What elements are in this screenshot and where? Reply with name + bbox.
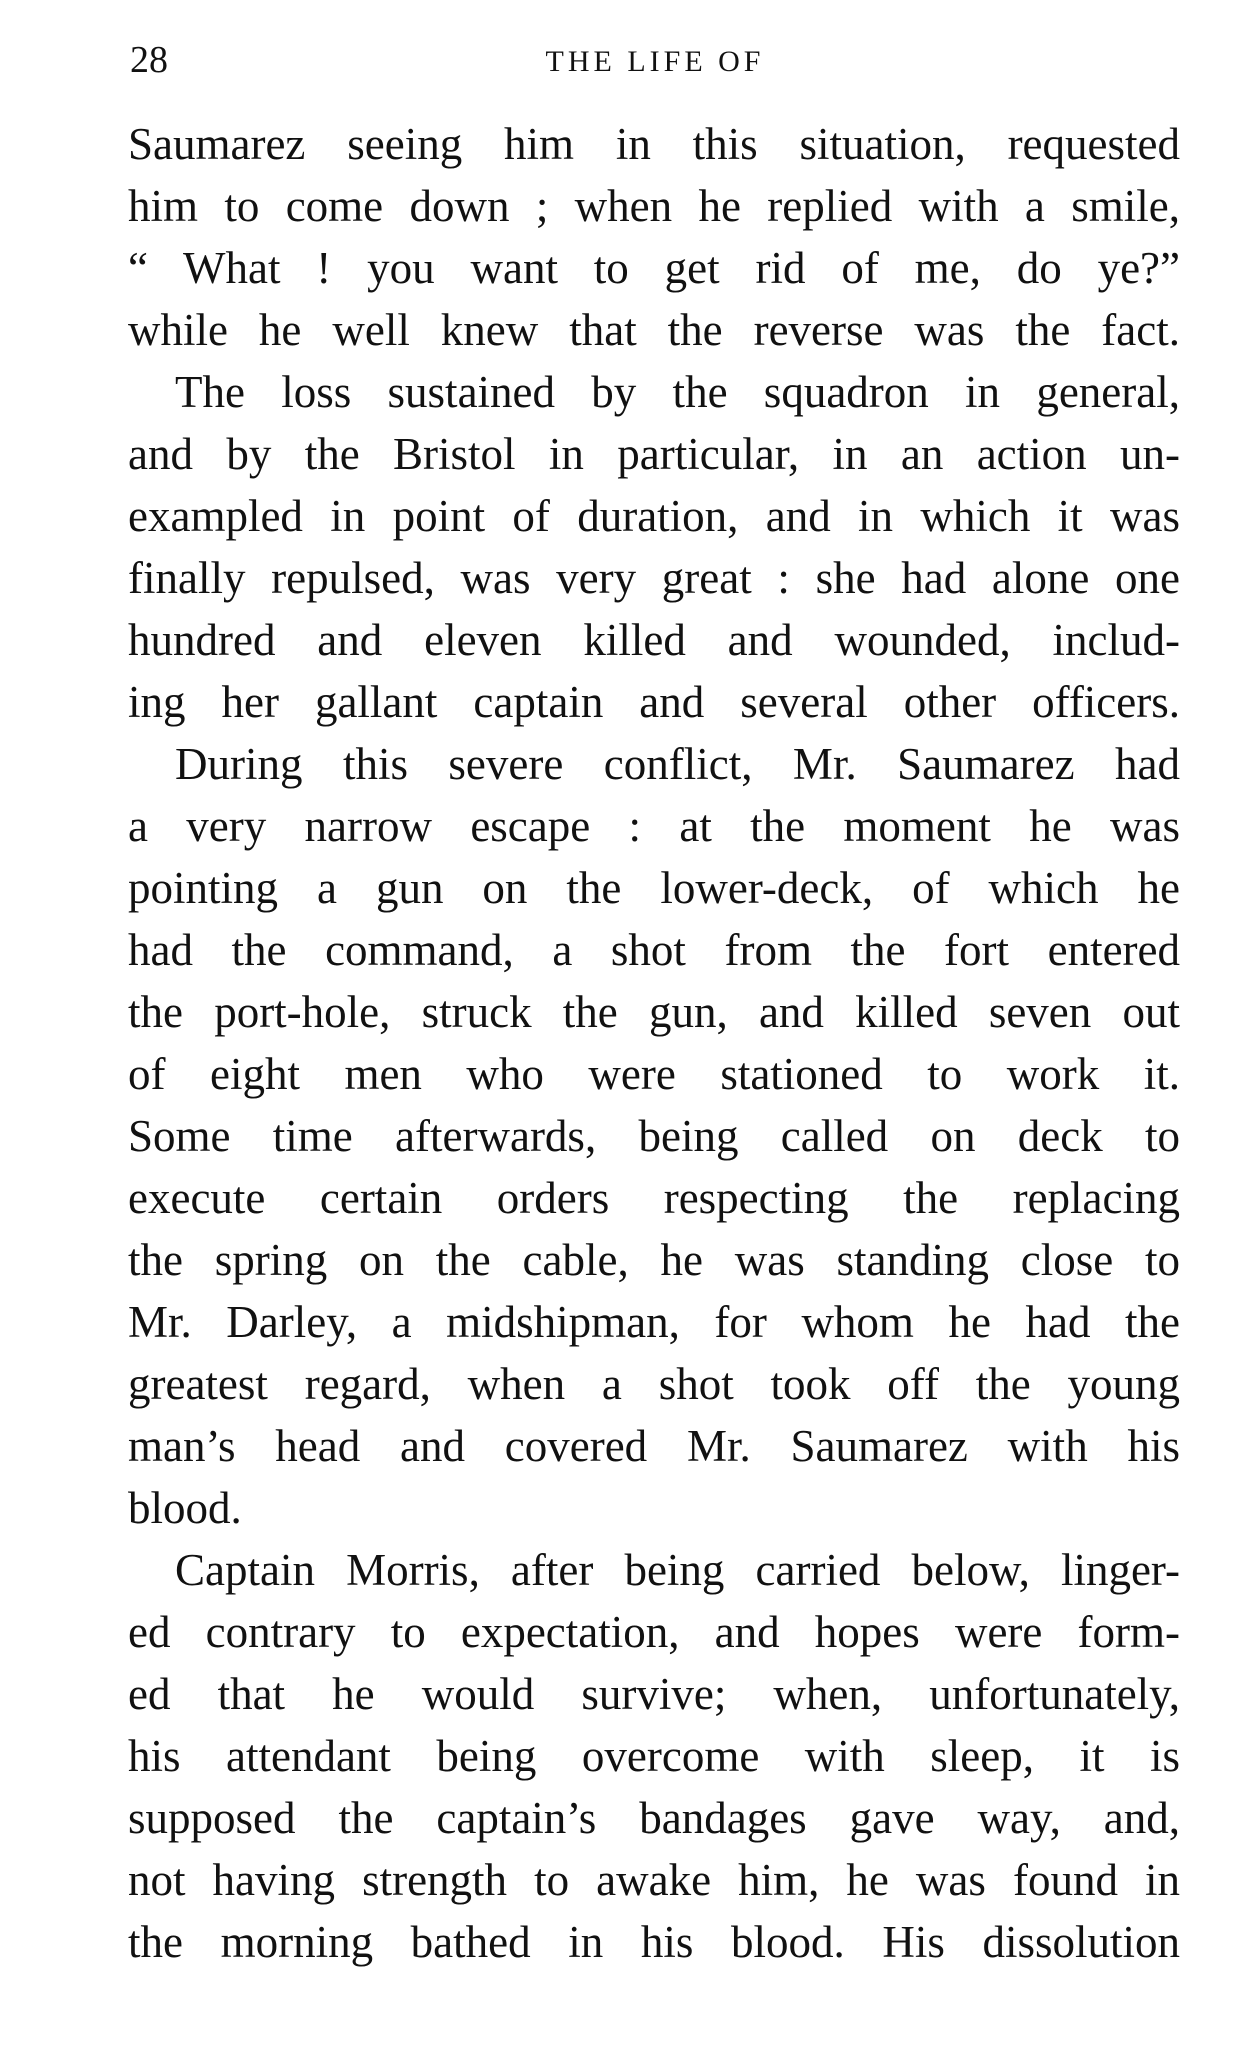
text-line: man’s head and covered Mr. Saumarez with his — [128, 1421, 1180, 1471]
text-line: greatest regard, when a shot took off the young — [128, 1359, 1180, 1409]
text-line: and by the Bristol in particular, in an action un- — [128, 429, 1180, 479]
text-line: Mr. Darley, a midshipman, for whom he had the — [128, 1297, 1180, 1347]
text-line: not having strength to awake him, he was found in — [128, 1855, 1180, 1905]
body-text — [128, 113, 1180, 1973]
text-line: supposed the captain’s bandages gave way, and, — [128, 1793, 1180, 1843]
text-line: “ What ! you want to get rid of me, do ye?” — [128, 243, 1180, 293]
text-line: exampled in point of duration, and in which it was — [128, 491, 1180, 541]
text-line: him to come down ; when he replied with a smile, — [128, 181, 1180, 231]
text-line: finally repulsed, was very great : she had alone one — [128, 553, 1180, 603]
text-line: the morning bathed in his blood. His dissolution — [128, 1917, 1180, 1967]
text-line: During this severe conflict, Mr. Saumarez had — [175, 739, 1180, 789]
text-line: had the command, a shot from the fort entered — [128, 925, 1180, 975]
text-line: Some time afterwards, being called on deck to — [128, 1111, 1180, 1161]
text-line: the port-hole, struck the gun, and killed seven out — [128, 987, 1180, 1037]
page-number: 28 — [130, 39, 168, 81]
text-line: a very narrow escape : at the moment he was — [128, 801, 1180, 851]
text-line: while he well knew that the reverse was the fact. — [128, 305, 1180, 355]
text-line: of eight men who were stationed to work it. — [128, 1049, 1180, 1099]
text-line: execute certain orders respecting the replacing — [128, 1173, 1180, 1223]
text-line: Captain Morris, after being carried below, linger- — [175, 1545, 1180, 1595]
text-line: pointing a gun on the lower-deck, of which he — [128, 863, 1180, 913]
text-line: ed contrary to expectation, and hopes were form- — [128, 1607, 1180, 1657]
running-head: THE LIFE OF — [545, 45, 765, 78]
page-header — [130, 40, 1180, 80]
text-line: blood. — [128, 1483, 242, 1533]
text-line: Saumarez seeing him in this situation, requested — [128, 119, 1180, 169]
text-line: hundred and eleven killed and wounded, includ- — [128, 615, 1180, 665]
text-line: ed that he would survive; when, unfortunately, — [128, 1669, 1180, 1719]
text-line: the spring on the cable, he was standing close to — [128, 1235, 1180, 1285]
text-line: ing her gallant captain and several other officers. — [128, 677, 1180, 727]
text-line: his attendant being overcome with sleep, it is — [128, 1731, 1180, 1781]
text-line: The loss sustained by the squadron in general, — [175, 367, 1180, 417]
